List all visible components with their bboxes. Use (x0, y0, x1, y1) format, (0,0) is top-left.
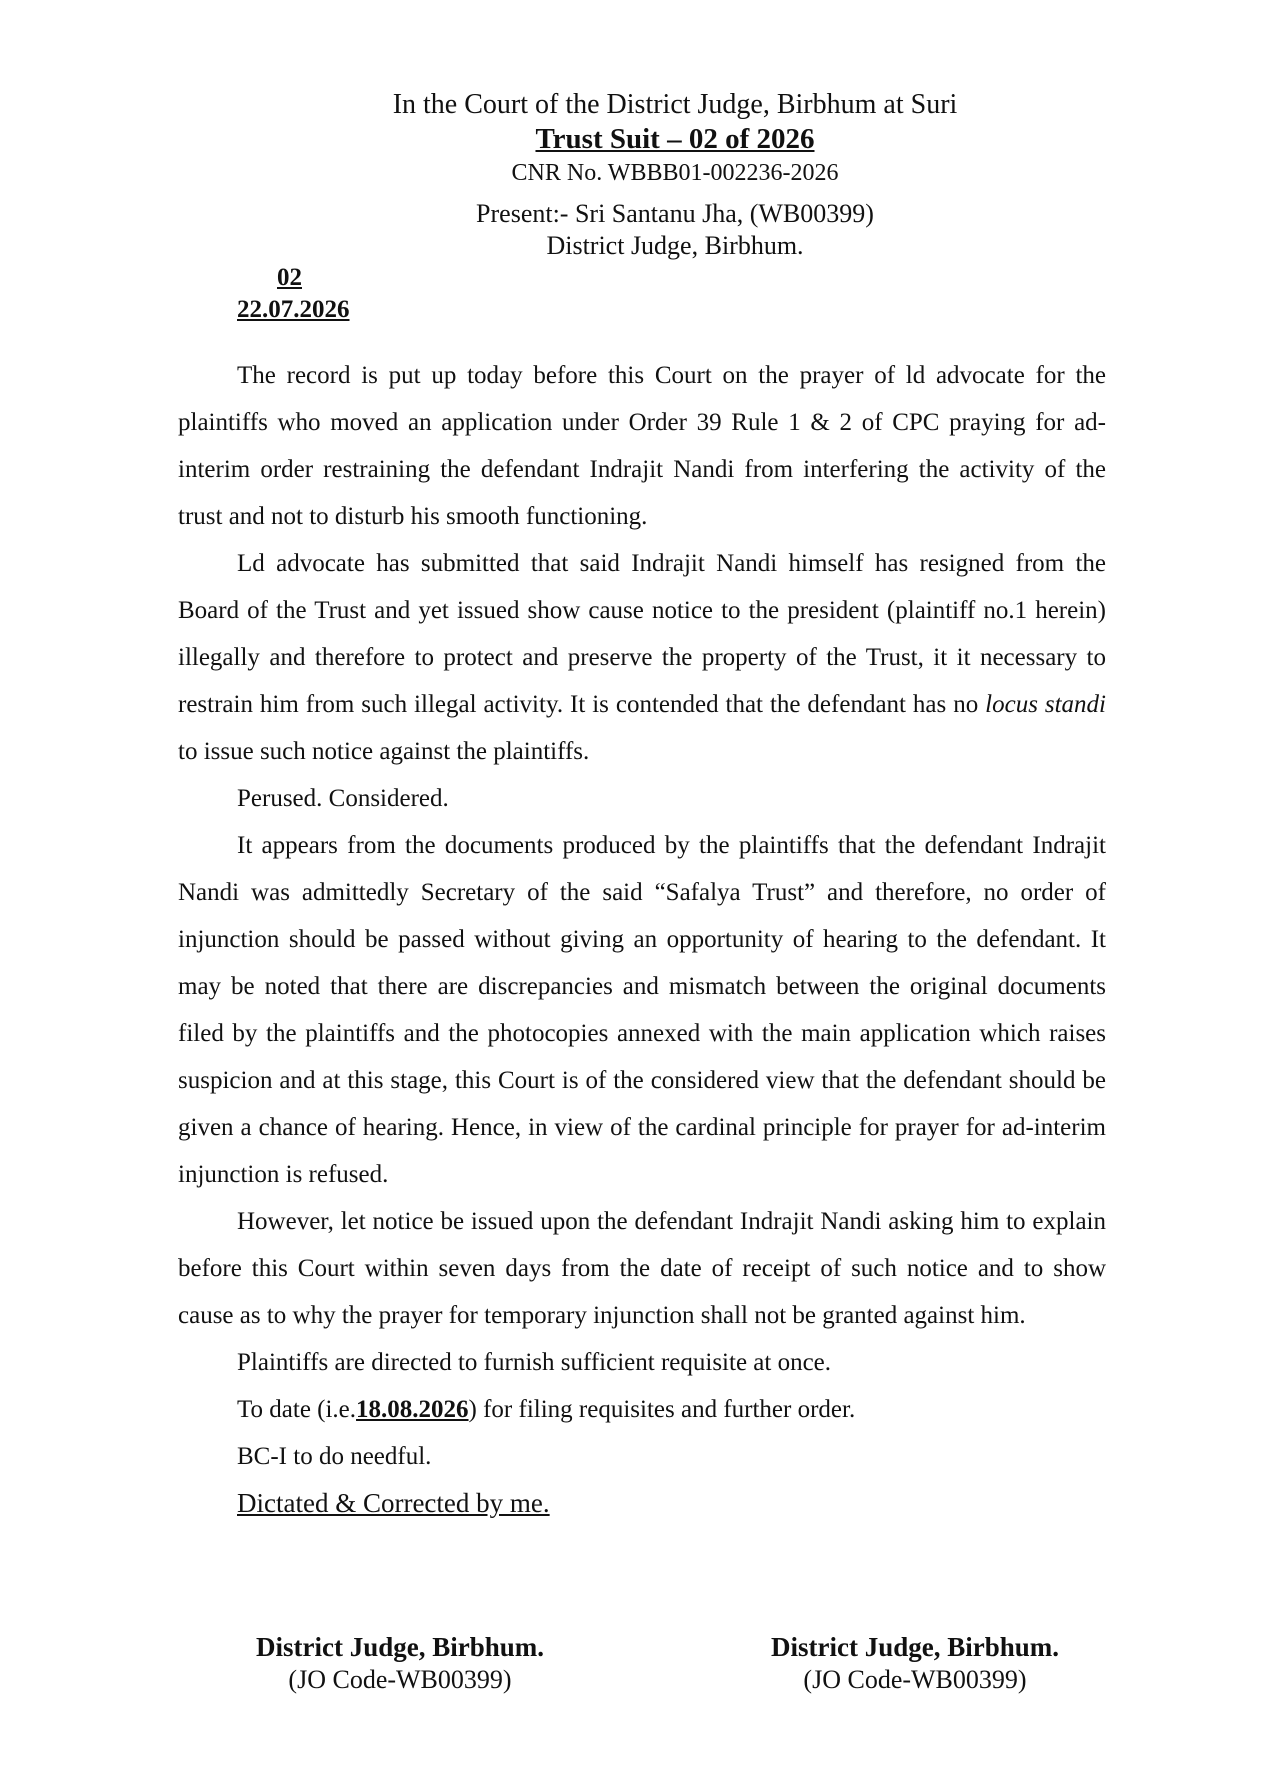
suit-number: Trust Suit – 02 of 2026 (535, 123, 815, 155)
signature-code: (JO Code-WB00399) (288, 1665, 512, 1694)
next-date-suffix: ) for filing requisites and further order. (468, 1396, 856, 1423)
submission-text-end: to issue such notice against the plaintiffs. (178, 738, 590, 765)
next-date: 18.08.2026 (356, 1396, 469, 1423)
paragraph-dictated (178, 1480, 1106, 1528)
presiding-designation: District Judge, Birbhum. (546, 231, 804, 260)
paragraph-perused: Perused. Considered. (237, 785, 449, 812)
paragraph-findings: It appears from the documents produced by the plaintiffs that the defendant Indrajit Nandi was admittedly Secretary of the said “Safalya Trust” and therefore, no order of injunction should be passed without giving an opportunity of hearing to the defendant. It may be noted that there are discrepancies and mismatch between the original documents filed by the plaintiffs and the photocopies annexed with the main application which raises suspicion and at this stage, this Court is of the considered view that the defendant should be given a chance of hearing. Hence, in view of the cardinal principle for prayer for ad-interim injunction is refused. (178, 832, 1106, 1188)
presiding-officer: Present:- Sri Santanu Jha, (WB00399) (476, 199, 874, 228)
signature-code: (JO Code-WB00399) (803, 1665, 1027, 1694)
locus-standi-term: locus standi (985, 691, 1106, 718)
order-date: 22.07.2026 (237, 296, 350, 323)
submission-text: Ld advocate has submitted that said Indrajit Nandi himself has resigned from the Board of the Trust and yet issued show cause notice to the president (plaintiff no.1 herein) illegally and therefore to protect and preserve the property of the Trust, it it necessary to restrain him from such illegal activity. It is contended that the defendant has no (178, 550, 1106, 718)
cnr-number: CNR No. WBBB01-002236-2026 (511, 160, 839, 186)
court-name: In the Court of the District Judge, Birbhum at Suri (392, 89, 958, 120)
court-header (0, 88, 1275, 262)
paragraph-requisite: Plaintiffs are directed to furnish sufficient requisite at once. (237, 1349, 832, 1376)
paragraph-notice: However, let notice be issued upon the defendant Indrajit Nandi asking him to explain before this Court within seven days from the date of receipt of such notice and to show cause as to why the prayer for temporary injunction shall not be granted against him. (178, 1208, 1106, 1329)
signature-title: District Judge, Birbhum. (255, 1632, 544, 1662)
order-number: 02 (277, 264, 302, 291)
signature-block-left (230, 1630, 570, 1696)
paragraph-submission (178, 540, 1106, 775)
paragraph-next-date (178, 1386, 1106, 1433)
next-date-prefix: To date (i.e. (237, 1396, 357, 1423)
signature-title: District Judge, Birbhum. (770, 1632, 1059, 1662)
order-body (178, 352, 1106, 1528)
paragraph-bc-instruction: BC-I to do needful. (237, 1443, 432, 1470)
dictated-note: Dictated & Corrected by me. (237, 1488, 550, 1518)
signature-block-right (745, 1630, 1085, 1696)
paragraph-prayer: The record is put up today before this Court on the prayer of ld advocate for the plaintiffs who moved an application under Order 39 Rule 1 & 2 of CPC praying for ad-interim order restraining the defendant Indrajit Nandi from interfering the activity of the trust and not to disturb his smooth functioning. (178, 362, 1106, 530)
